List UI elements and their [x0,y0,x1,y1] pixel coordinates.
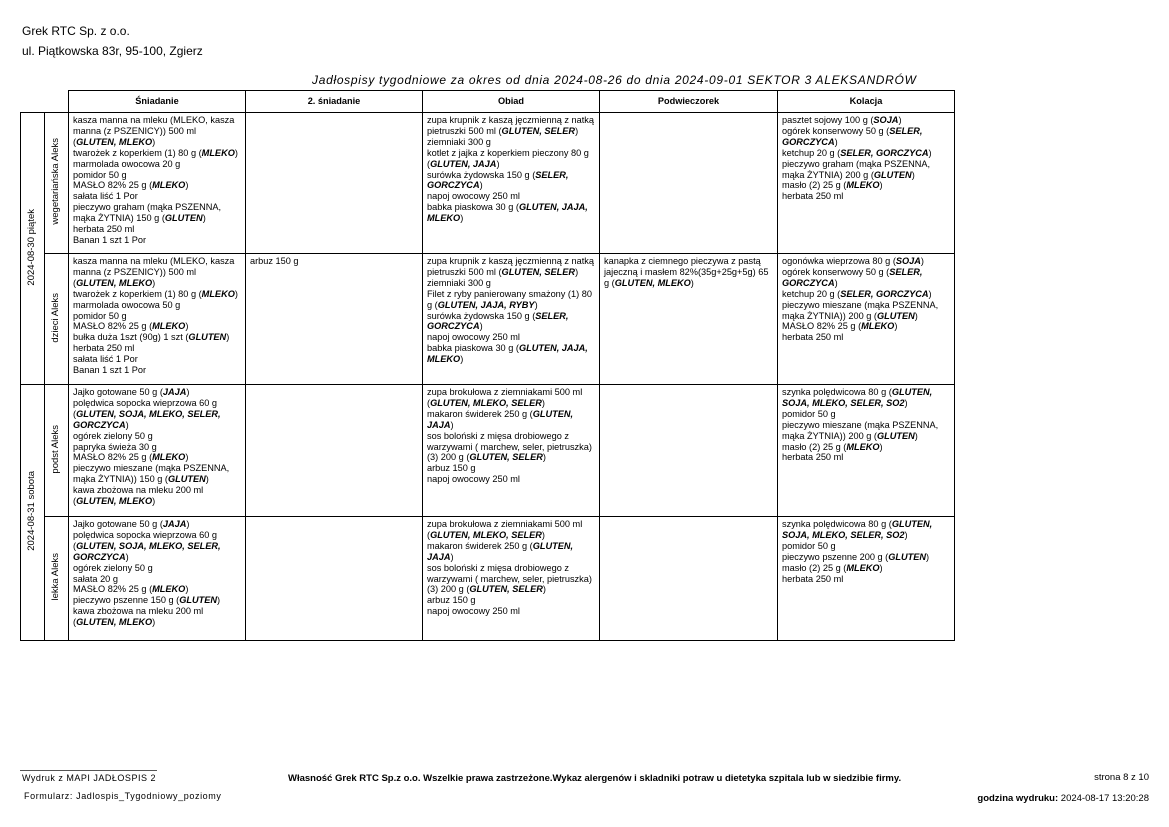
allergen-list: GLUTEN, MLEKO, SELER [430,529,542,540]
meal-cell-lunch [423,517,600,641]
column-header-afternoon-snack: Podwieczorek [600,91,778,113]
allergen-list: SELER, GORCZYCA [840,288,929,299]
allergen-list: GLUTEN, SELER [469,584,543,595]
meal-cell-breakfast [69,254,246,385]
meal-cell-breakfast [69,385,246,517]
allergen-list: GLUTEN, MLEKO [76,277,153,288]
meal-text: kasza manna na mleku (MLEKO, kasza manna (z PSZENICY)) 500 ml (GLUTEN, MLEKO) twarożek z koperkiem (1) 80 g (MLEKO) marmolada owocowa 20 g pomidor 50 g MASŁO 82% 25 g (MLEKO) sałata liść 1 Por pieczywo graham (mąka PSZENNA, mąka ŻYTNIA) 150 g (GLUTEN) herbata 250 ml Banan 1 szt 1 Por [73,115,238,245]
meal-text [600,517,777,521]
day-date: 2024-08-31 sobota [26,471,38,551]
meal-cell-afternoon-snack [600,385,778,517]
allergen-list: SELER, GORCZYCA [427,169,569,191]
diet-row [21,385,955,517]
meal-cell-afternoon-snack [600,113,778,254]
allergen-list: SELER, GORCZYCA [782,266,923,288]
company-address: ul. Piątkowska 83r, 95-100, Zgierz [22,44,203,58]
footer-form-name: Formularz: Jadlospis_Tygodniowy_poziomy [24,791,222,801]
meal-text: zupa brokułowa z ziemniakami 500 ml (GLUTEN, MLEKO, SELER) makaron świderek 250 g (GLUTEN, JAJA) sos boloński z mięsa drobiowego z warzywami ( marchew, seler, pietruszka) (3) 200 g (GLUTEN, SELER) arbuz 150 g napoj owocowy 250 ml [427,387,592,485]
diet-row [21,254,955,385]
diet-label [45,113,69,254]
print-time-label: godzina wydruku: [977,793,1059,804]
allergen-list: GLUTEN, JAJA [427,408,574,430]
day-date: 2024-08-30 piątek [26,208,38,286]
allergen-list: GLUTEN, SELER [501,266,576,277]
menu-table [20,90,955,641]
allergen-list: GLUTEN [876,310,915,321]
meal-cell-second-breakfast [246,385,423,517]
allergen-list: SELER, GORCZYCA [782,125,923,147]
meal-text: szynka polędwicowa 80 g (GLUTEN, SOJA, MLEKO, SELER, SO2) pomidor 50 g pieczywo mieszane (mąka PSZENNA, mąka ŻYTNIA)) 200 g (GLUTEN) masło (2) 25 g (MLEKO) herbata 250 ml [782,387,939,463]
meal-text: arbuz 150 g [250,256,299,266]
allergen-list: GLUTEN, MLEKO [76,496,153,507]
allergen-list: GLUTEN, JAJA, RYBY [437,299,535,310]
diet-row [21,113,955,254]
meal-text [600,113,777,117]
meal-cell-dinner [778,517,955,641]
allergen-list: MLEKO [846,180,880,191]
allergen-list: GLUTEN, SOJA, MLEKO, SELER, GORCZYCA [73,408,221,430]
allergen-list: GLUTEN [188,332,227,343]
allergen-list: GLUTEN, SOJA, MLEKO, SELER, GORCZYCA [73,540,221,562]
day-label [21,385,45,641]
meal-cell-lunch [423,113,600,254]
day-label [21,113,45,385]
meal-text [246,517,422,521]
allergen-list: GLUTEN [873,169,912,180]
meal-text: ogonówka wieprzowa 80 g (SOJA) ogórek konserwowy 50 g (SELER, GORCZYCA) ketchup 20 g (SELER, GORCZYCA) pieczywo mieszane (mąka PSZENNA, mąka ŻYTNIA)) 200 g (GLUTEN) MASŁO 82% 25 g (MLEKO) herbata 250 ml [782,256,939,343]
allergen-list: JAJA [162,387,187,397]
allergen-list: MLEKO [152,452,186,463]
meal-text [246,385,422,389]
meal-text: zupa brokułowa z ziemniakami 500 ml (GLUTEN, MLEKO, SELER) makaron świderek 250 g (GLUTEN, JAJA) sos boloński z mięsa drobiowego z warzywami ( marchew, seler, pietruszka) (3) 200 g (GLUTEN, SELER) arbuz 150 g napoj owocowy 250 ml [427,519,592,617]
footer-divider [20,770,157,771]
meal-cell-lunch [423,385,600,517]
allergen-list: MLEKO [152,584,186,595]
column-header-lunch: Obiad [423,91,600,113]
allergen-list: GLUTEN, MLEKO [76,617,153,628]
diet-name: wegetariańska Aleks [50,138,62,225]
column-header-breakfast: Śniadanie [69,91,246,113]
meal-text: szynka polędwicowa 80 g (GLUTEN, SOJA, MLEKO, SELER, SO2) pomidor 50 g pieczywo pszenne 200 g (GLUTEN) masło (2) 25 g (MLEKO) herbata 250 ml [782,519,933,584]
column-header-second-breakfast: 2. śniadanie [246,91,423,113]
diet-row [21,517,955,641]
meal-cell-afternoon-snack [600,254,778,385]
company-name: Grek RTC Sp. z o.o. [22,24,130,38]
header-corner [21,91,45,113]
allergen-list: GLUTEN [179,595,218,606]
meal-text [246,113,422,117]
document-title: Jadłospisy tygodniowe za okres od dnia 2024-08-26 do dnia 2024-09-01 SEKTOR 3 ALEKSANDRÓW [312,73,917,87]
allergen-list: SOJA [895,256,921,266]
print-time-value: 2024-08-17 13:20:28 [1060,793,1149,804]
meal-cell-dinner [778,254,955,385]
diet-name: lekka Aleks [50,553,62,601]
allergen-list: SELER, GORCZYCA [427,310,569,332]
meal-text: pasztet sojowy 100 g (SOJA) ogórek konserwowy 50 g (SELER, GORCZYCA) ketchup 20 g (SELER, GORCZYCA) pieczywo graham (mąka PSZENNA, mąka ŻYTNIA) 200 g (GLUTEN) masło (2) 25 g (MLEKO) herbata 250 ml [782,115,932,202]
meal-text: kasza manna na mleku (MLEKO, kasza manna (z PSZENICY)) 500 ml (GLUTEN, MLEKO) twarożek z koperkiem (1) 80 g (MLEKO) marmolada owocowa 50 g pomidor 50 g MASŁO 82% 25 g (MLEKO) bułka duża 1szt (90g) 1 szt (GLUTEN) herbata 250 ml sałata liść 1 Por Banan 1 szt 1 Por [73,256,238,376]
footer-print-time [977,793,1149,804]
allergen-list: SELER, GORCZYCA [840,147,929,158]
allergen-list: GLUTEN, JAJA [427,540,574,562]
allergen-list: GLUTEN [167,474,206,485]
allergen-list: GLUTEN [888,551,927,562]
header-corner [45,91,69,113]
allergen-list: GLUTEN, SELER [501,125,576,136]
allergen-list: MLEKO [846,562,880,573]
meal-cell-afternoon-snack [600,517,778,641]
meal-cell-lunch [423,254,600,385]
diet-name: podst Aleks [50,424,62,474]
meal-text [600,385,777,389]
meal-text: kanapka z ciemnego pieczywa z pastą jajeczną i masłem 82%(35g+25g+5g) 65 g (GLUTEN, MLEKO) [604,256,769,288]
meal-cell-breakfast [69,113,246,254]
allergen-list: GLUTEN, MLEKO [76,136,153,147]
allergen-list: MLEKO [846,441,880,452]
allergen-list: JAJA [162,519,187,529]
meal-cell-second-breakfast [246,254,423,385]
allergen-list: GLUTEN [164,213,203,224]
footer-printed-from: Wydruk z MAPI JADŁOSPIS 2 [22,773,156,783]
allergen-list: GLUTEN, SOJA, MLEKO, SELER, SO2 [782,519,933,540]
diet-label [45,517,69,641]
allergen-list: GLUTEN, JAJA [430,158,497,169]
allergen-list: MLEKO [201,288,235,299]
footer-page-number: strona 8 z 10 [1094,772,1149,783]
meal-text: Jajko gotowane 50 g (JAJA) polędwica sopocka wieprzowa 60 g (GLUTEN, SOJA, MLEKO, SELER, GORCZYCA) ogórek zielony 50 g sałata 20 g MASŁO 82% 25 g (MLEKO) pieczywo pszenne 150 g (GLUTEN) kawa zbożowa na mleku 200 ml (GLUTEN, MLEKO) [73,519,221,628]
allergen-list: GLUTEN, MLEKO [614,277,691,288]
meal-cell-second-breakfast [246,517,423,641]
meal-cell-second-breakfast [246,113,423,254]
allergen-list: GLUTEN, SELER [469,452,543,463]
allergen-list: GLUTEN, JAJA, MLEKO [427,343,588,365]
allergen-list: GLUTEN, JAJA, MLEKO [427,202,588,224]
allergen-list: GLUTEN, MLEKO, SELER [430,397,542,408]
meal-cell-dinner [778,113,955,254]
diet-label [45,254,69,385]
allergen-list: MLEKO [201,147,235,158]
diet-name: dzieci Aleks [50,292,62,343]
header-row [21,91,955,113]
meal-cell-breakfast [69,517,246,641]
diet-label [45,385,69,517]
allergen-list: GLUTEN [876,430,915,441]
meal-text: zupa krupnik z kaszą jęczmienną z natką pietruszki 500 ml (GLUTEN, SELER) ziemniaki 300 g kotlet z jajka z koperkiem pieczony 80 g (GLUTEN, JAJA) surówka żydowska 150 g (SELER, GORCZYCA) napoj owocowy 250 ml babka piaskowa 30 g (GLUTEN, JAJA, MLEKO) [427,115,594,224]
meal-cell-dinner [778,385,955,517]
footer-ownership-note: Własność Grek RTC Sp.z o.o. Wszelkie prawa zastrzeżone.Wykaz alergenów i skladniki potraw u dietetyka szpitala lub w siedzibie firmy. [288,773,902,784]
meal-text: Jajko gotowane 50 g (JAJA) polędwica sopocka wieprzowa 60 g (GLUTEN, SOJA, MLEKO, SELER, GORCZYCA) ogórek zielony 50 g papryka świeża 30 g MASŁO 82% 25 g (MLEKO) pieczywo mieszane (mąka PSZENNA, mąka ŻYTNIA)) 150 g (GLUTEN) kawa zbożowa na mleku 200 ml (GLUTEN, MLEKO) [73,387,230,507]
allergen-list: MLEKO [152,321,186,332]
meal-text: zupa krupnik z kaszą jęczmienną z natką pietruszki 500 ml (GLUTEN, SELER) ziemniaki 300 g Filet z ryby panierowany smażony (1) 80 g (GLUTEN, JAJA, RYBY) surówka żydowska 150 g (SELER, GORCZYCA) napoj owocowy 250 ml babka piaskowa 30 g (GLUTEN, JAJA, MLEKO) [427,256,594,365]
allergen-list: SOJA [873,115,899,125]
allergen-list: GLUTEN, SOJA, MLEKO, SELER, SO2 [782,387,933,408]
allergen-list: MLEKO [861,321,895,332]
column-header-dinner: Kolacja [778,91,955,113]
allergen-list: MLEKO [152,180,186,191]
